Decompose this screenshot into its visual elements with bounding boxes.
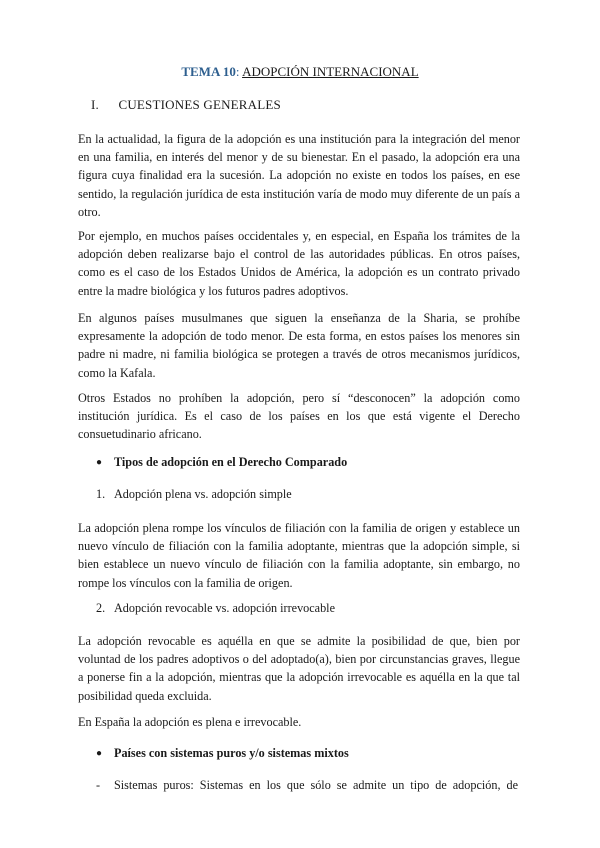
item-label: Adopción plena vs. adopción simple	[114, 487, 292, 501]
paragraph-item-1: La adopción plena rompe los vínculos de filiación con la familia de origen y establece un nuevo vínculo de filiación con la familia adoptante, mientras que la adopción simple, si bien establece un nuevo vínculo de filiación con la familia adoptante, sin embargo, no rompe los vínculos con la familia de origen.	[78, 521, 520, 590]
title-text: ADOPCIÓN INTERNACIONAL	[242, 64, 419, 79]
section-heading	[91, 97, 281, 113]
bullet-item-systems	[96, 746, 349, 761]
bullet-label: Tipos de adopción en el Derecho Comparado	[114, 455, 348, 469]
dash-marker: -	[96, 778, 101, 792]
title-separator: :	[235, 64, 240, 79]
page-title	[0, 64, 600, 80]
bullet-label: Países con sistemas puros y/o sistemas mixtos	[114, 746, 349, 760]
paragraph-1: En la actualidad, la figura de la adopción es una institución para la integración del menor en una familia, en interés del menor y de su bienestar. En el pasado, la adopción era una figura cuya finalidad era la sucesión. La adopción no existe en todos los países, en ese sentido, la regulación jurídica de esta institución varía de modo muy diferente de un país a otro.	[78, 132, 520, 219]
item-number: 2.	[96, 601, 106, 615]
paragraph-spain: En España la adopción es plena e irrevocable.	[78, 715, 302, 729]
item-label: Adopción revocable vs. adopción irrevocable	[114, 601, 335, 615]
numbered-item-1	[96, 487, 292, 502]
section-numeral: I.	[91, 97, 99, 112]
paragraph-2: Por ejemplo, en muchos países occidentales y, en especial, en España los trámites de la adopción deben realizarse bajo el control de las autoridades públicas. En otros países, como es el caso de los Estados Unidos de América, la adopción es un contrato privado entre la madre biológica y los futuros padres adoptivos.	[78, 229, 520, 298]
section-heading-text: CUESTIONES GENERALES	[118, 97, 281, 112]
item-number: 1.	[96, 487, 106, 501]
bullet-icon: ●	[96, 748, 103, 759]
title-number: TEMA 10	[181, 64, 236, 79]
bullet-item-comparative-law	[96, 455, 347, 470]
dash-item-text: Sistemas puros: Sistemas en los que sólo se admite un tipo de adopción, de	[114, 778, 518, 792]
paragraph-4: Otros Estados no prohíben la adopción, pero sí “desconocen” la adopción como institución jurídica. Es el caso de los países en los que está vigente el Derecho consuetudinario africano.	[78, 391, 520, 442]
dash-item-pure-systems	[96, 778, 520, 793]
paragraph-item-2: La adopción revocable es aquélla en que se admite la posibilidad de que, bien por voluntad de los padres adoptivos o del adoptado(a), bien por circunstancias graves, llegue a ponerse fin a la adopción, mientras que la adopción irrevocable es aquélla en la que tal posibilidad queda excluida.	[78, 634, 520, 703]
paragraph-3: En algunos países musulmanes que siguen la enseñanza de la Sharia, se prohíbe expresamente la adopción de todo menor. De esta forma, en estos países los menores sin padre ni madre, ni familia biológica se protegen a través de otros mecanismos jurídicos, como la Kafala.	[78, 311, 520, 380]
numbered-item-2	[96, 601, 335, 616]
bullet-icon: ●	[96, 457, 103, 468]
